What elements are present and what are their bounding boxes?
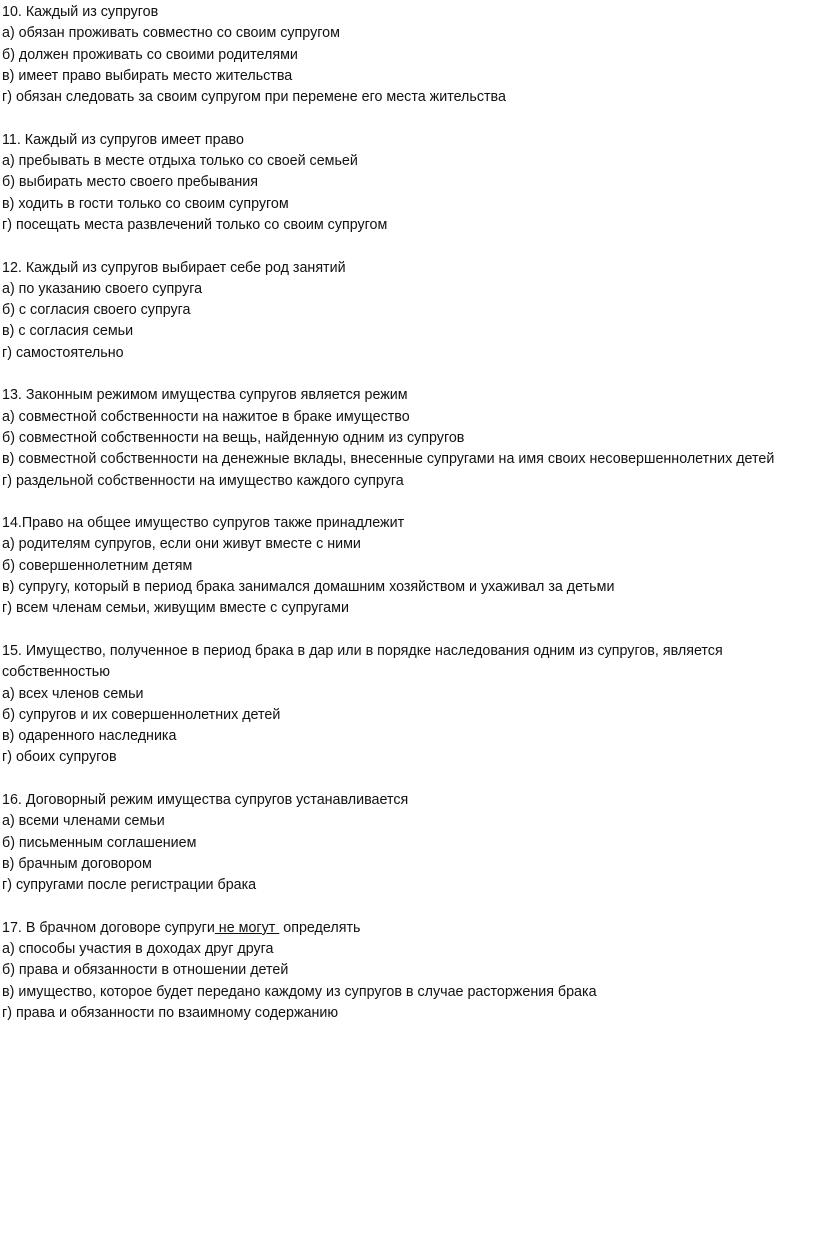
answer-option-c: в) ходить в гости только со своим супругом	[2, 195, 289, 212]
answer-option-c: в) брачным договором	[2, 855, 152, 872]
answer-option-d: г) посещать места развлечений только со своим супругом	[2, 216, 388, 233]
underlined-phrase: не могут	[214, 919, 280, 936]
answer-option-b: б) совершеннолетним детям	[2, 557, 193, 574]
question-stem-after: определять	[279, 919, 361, 936]
answer-option-c: в) одаренного наследника	[2, 728, 177, 745]
question-10	[2, 2, 810, 108]
quiz-content	[2, 2, 810, 1046]
answer-option-b: б) супругов и их совершеннолетних детей	[2, 706, 281, 723]
question-stem: 11. Каждый из супругов имеет право	[2, 131, 244, 148]
question-stem	[2, 918, 810, 939]
answer-option-a: а) по указанию своего супруга	[2, 280, 203, 297]
answer-option-c: в) имущество, которое будет передано каждому из супругов в случае расторжения брака	[2, 983, 597, 1000]
answer-option-a: а) всех членов семьи	[2, 685, 144, 702]
answer-option-b: б) совместной собственности на вещь, найденную одним из супругов	[2, 429, 465, 446]
answer-option-b: б) должен проживать со своими родителями	[2, 46, 298, 63]
answer-option-d: г) супругами после регистрации брака	[2, 877, 257, 894]
answer-option-d: г) самостоятельно	[2, 344, 124, 361]
question-14	[2, 513, 810, 619]
question-stem: 12. Каждый из супругов выбирает себе род занятий	[2, 259, 346, 276]
answer-option-b: б) с согласия своего супруга	[2, 302, 191, 319]
answer-option-c: в) имеет право выбирать место жительства	[2, 67, 293, 84]
answer-option-a: а) совместной собственности на нажитое в браке имущество	[2, 408, 410, 425]
answer-option-c: в) супругу, который в период брака занимался домашним хозяйством и ухаживал за детьми	[2, 579, 615, 596]
answer-option-d: г) права и обязанности по взаимному содержанию	[2, 1004, 339, 1021]
answer-option-d: г) обоих супругов	[2, 749, 117, 766]
question-13	[2, 385, 810, 491]
answer-option-b: б) выбирать место своего пребывания	[2, 174, 259, 191]
question-16	[2, 790, 810, 896]
question-stem-before: 17. В брачном договоре супруги	[2, 919, 215, 936]
answer-option-c: в) с согласия семьи	[2, 323, 134, 340]
question-stem: 13. Законным режимом имущества супругов является режим	[2, 387, 408, 404]
answer-option-a: а) обязан проживать совместно со своим супругом	[2, 25, 340, 42]
answer-option-a: а) пребывать в месте отдыха только со своей семьей	[2, 153, 358, 170]
question-11	[2, 130, 810, 236]
answer-option-d: г) раздельной собственности на имущество каждого супруга	[2, 472, 404, 489]
answer-option-a: а) всеми членами семьи	[2, 813, 165, 830]
answer-option-d: г) всем членам семьи, живущим вместе с супругами	[2, 600, 349, 617]
question-17	[2, 918, 810, 1024]
answer-option-c: в) совместной собственности на денежные вклады, внесенные супругами на имя своих несовершеннолетних детей	[2, 451, 775, 468]
answer-option-b: б) письменным соглашением	[2, 834, 197, 851]
question-stem: 10. Каждый из супругов	[2, 4, 159, 20]
question-stem: 16. Договорный режим имущества супругов устанавливается	[2, 791, 409, 808]
question-12	[2, 258, 810, 364]
question-15	[2, 641, 810, 769]
answer-option-b: б) права и обязанности в отношении детей	[2, 962, 289, 979]
question-stem: 15. Имущество, полученное в период брака в дар или в порядке наследования одним из супругов, является собственностью	[2, 642, 723, 681]
answer-option-a: а) родителям супругов, если они живут вместе с ними	[2, 536, 361, 553]
answer-option-d: г) обязан следовать за своим супругом при перемене его места жительства	[2, 89, 506, 106]
question-stem: 14.Право на общее имущество супругов также принадлежит	[2, 515, 405, 532]
answer-option-a: а) способы участия в доходах друг друга	[2, 941, 274, 958]
